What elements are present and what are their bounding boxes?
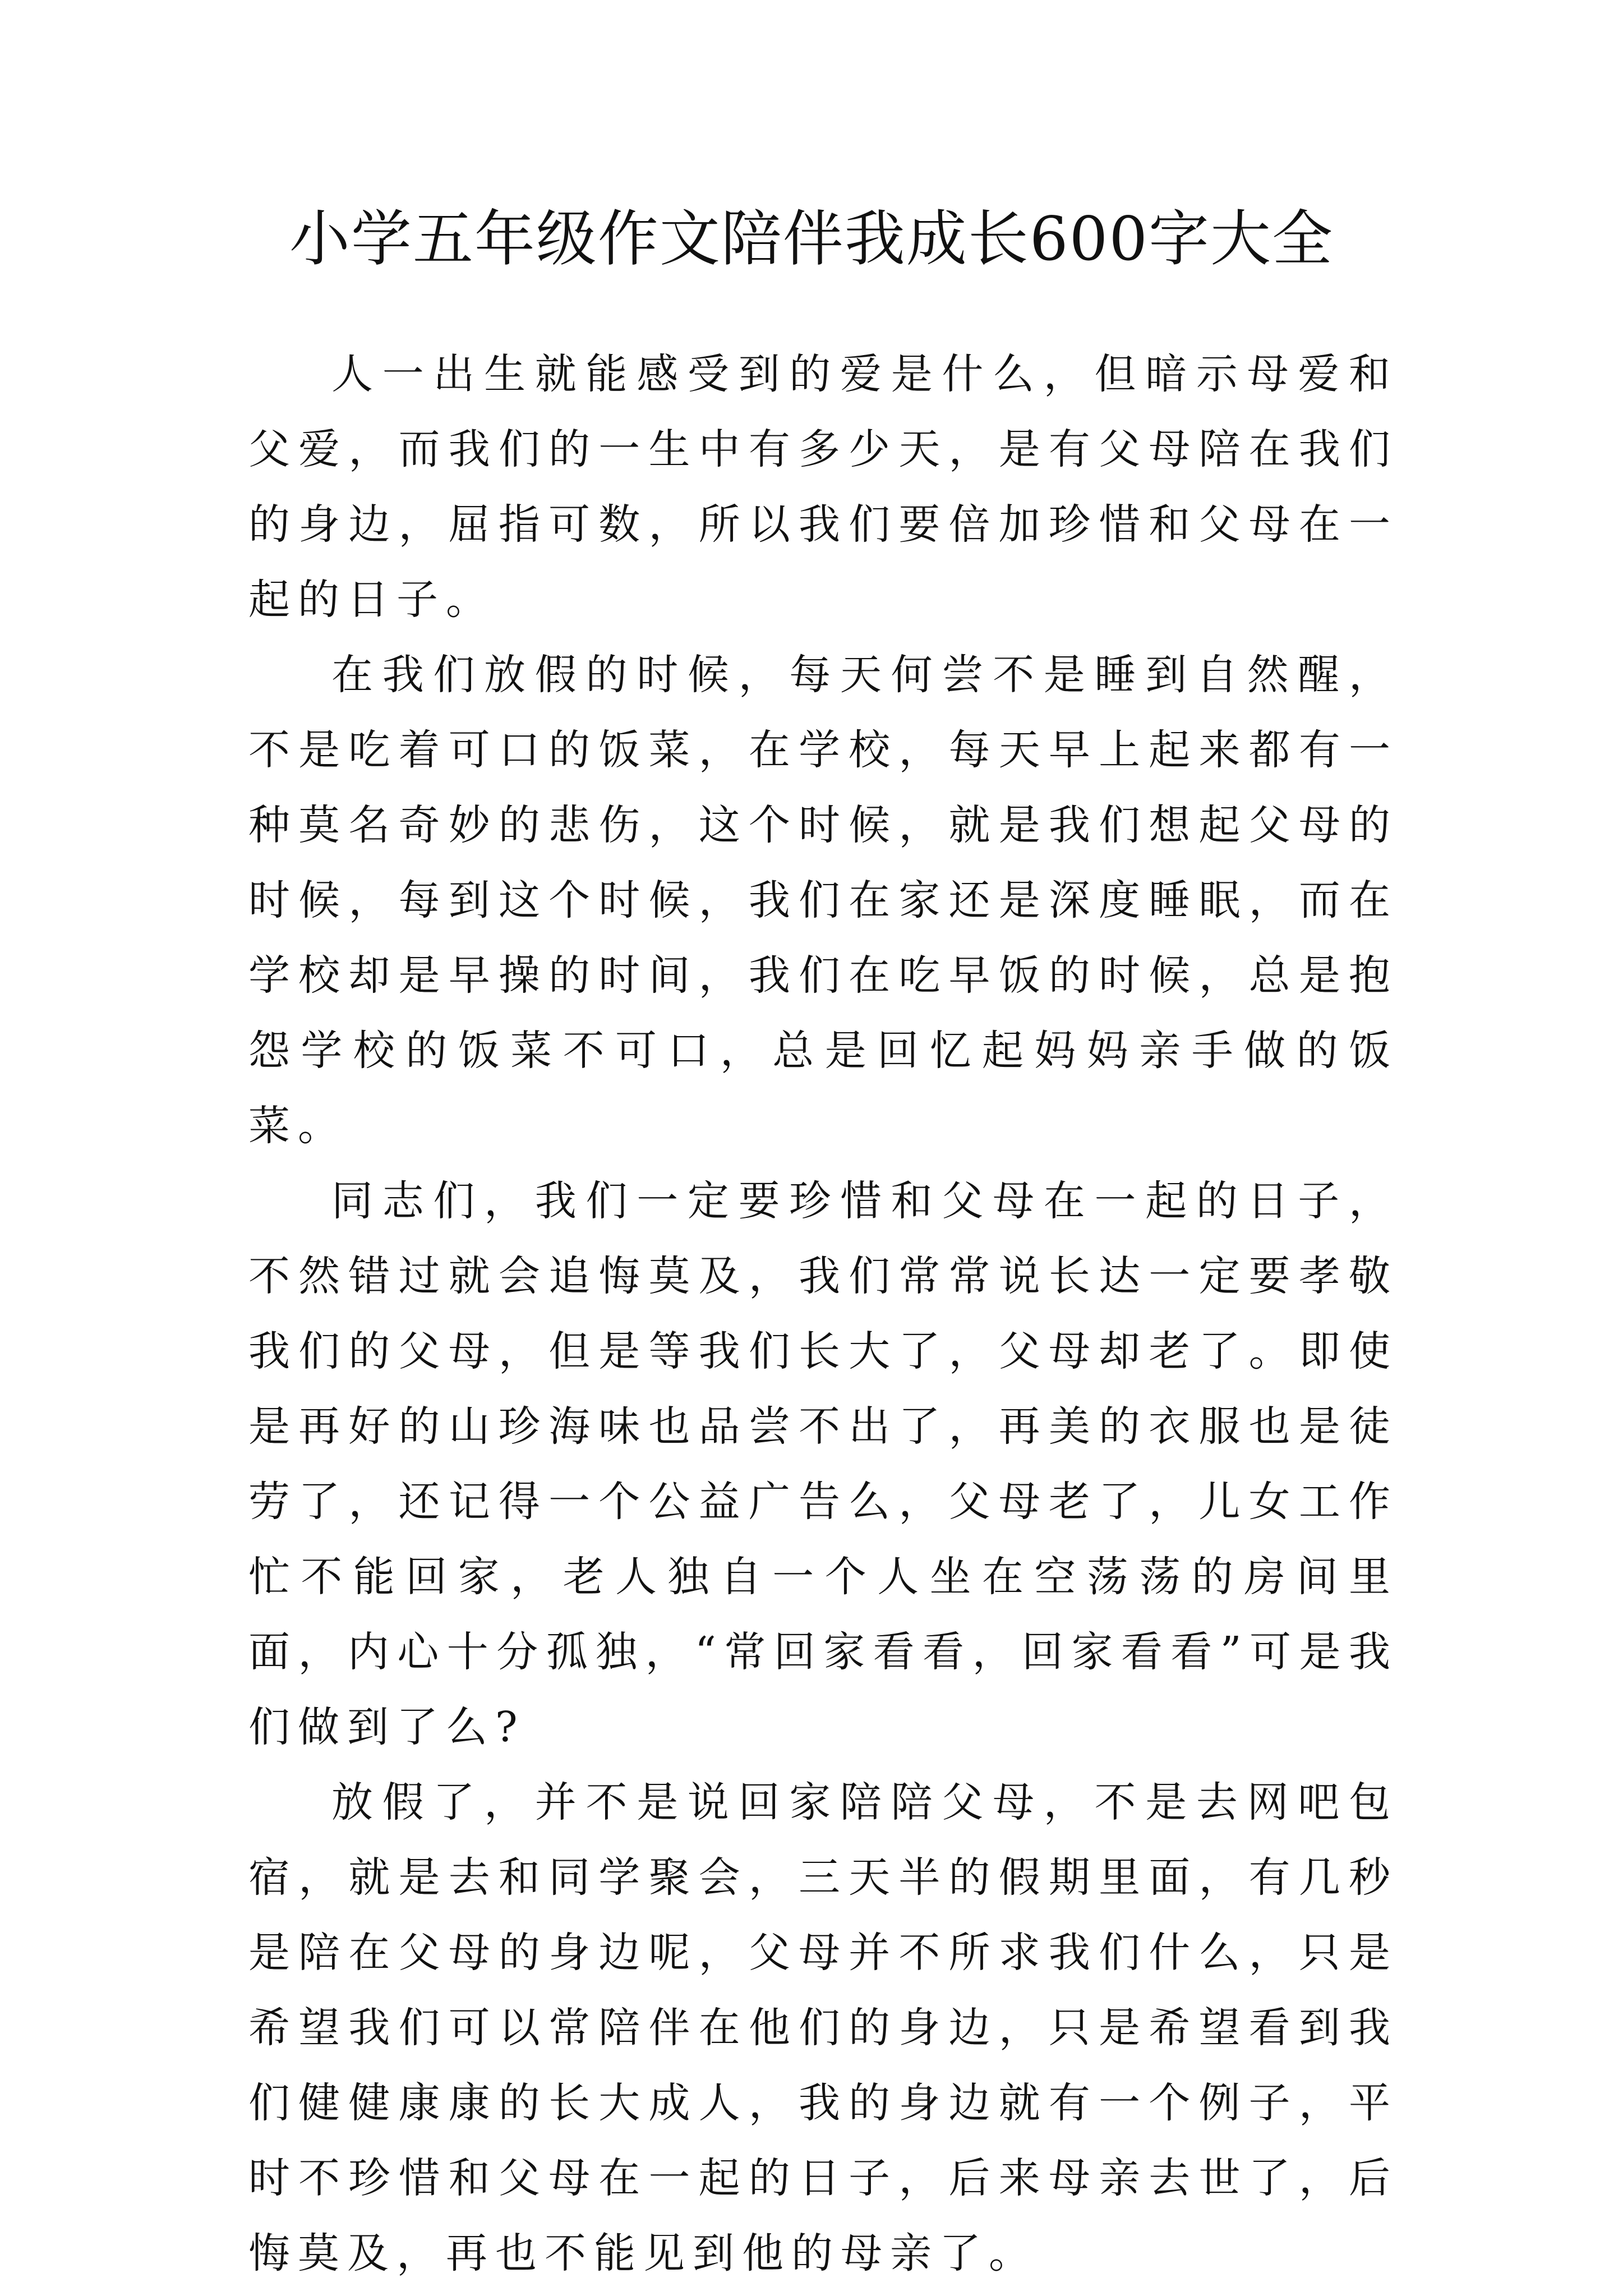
document-title: 小学五年级作文陪伴我成长600字大全 [289, 204, 1334, 274]
paragraph-2: 在我们放假的时候，每天何尝不是睡到自然醒，不是吃着可口的饭菜，在学校，每天早上起来都有一种莫名奇妙的悲伤，这个时候，就是我们想起父母的时候，每到这个时候，我们在家还是深度睡眠，而在学校却是早操的时间，我们在吃早饭的时候，总是抱怨学校的饭菜不可口，总是回忆起妈妈亲手做的饭菜。 [248, 651, 1398, 1150]
paragraph-4: 放假了，并不是说回家陪陪父母，不是去网吧包宿，就是去和同学聚会，三天半的假期里面，有几秒是陪在父母的身边呢，父母并不所求我们什么，只是希望我们可以常陪伴在他们的身边，只是希望看到我们健健康康的长大成人，我的身边就有一个例子，平时不珍惜和父母在一起的日子，后来母亲去世了，后悔莫及，再也不能见到他的母亲了。 [248, 1778, 1398, 2277]
paragraph-1: 人一出生就能感受到的爱是什么，但暗示母爱和父爱，而我们的一生中有多少天，是有父母陪在我们的身边，屈指可数，所以我们要倍加珍惜和父母在一起的日子。 [248, 350, 1398, 624]
document-body [248, 337, 1398, 2291]
paragraph-3: 同志们，我们一定要珍惜和父母在一起的日子，不然错过就会追悔莫及，我们常常说长达一定要孝敬我们的父母，但是等我们长大了，父母却老了。即使是再好的山珍海味也品尝不出了，再美的衣服也是徒劳了，还记得一个公益广告么，父母老了，儿女工作忙不能回家，老人独自一个人坐在空荡荡的房间里面，内心十分孤独，“常回家看看，回家看看”可是我们做到了么? [248, 1177, 1398, 1751]
